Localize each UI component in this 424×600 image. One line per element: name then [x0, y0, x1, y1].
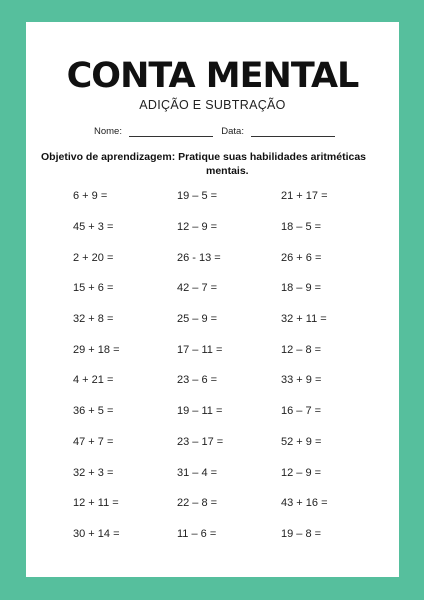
page-title: CONTA MENTAL [66, 56, 359, 96]
objective-line-1: Objetivo de aprendizagem: Pratique suas habilidades aritméticas [41, 151, 367, 163]
math-problem: 43 + 16 = [281, 497, 328, 510]
date-label: Data: [221, 126, 244, 137]
math-problem: 19 – 11 = [177, 405, 223, 418]
worksheet-page [26, 22, 399, 577]
math-problem: 33 + 9 = [281, 374, 322, 387]
math-problem: 36 + 5 = [73, 405, 114, 418]
math-problem: 2 + 20 = [73, 251, 114, 264]
problem-row [73, 304, 393, 335]
problem-row [73, 427, 393, 458]
math-problem: 26 + 6 = [281, 251, 322, 264]
math-problem: 52 + 9 = [281, 435, 322, 448]
math-problem: 16 – 7 = [281, 405, 322, 418]
page-subtitle: ADIÇÃO E SUBTRAÇÃO [139, 98, 286, 112]
math-problem: 12 – 8 = [281, 343, 322, 356]
math-problem: 42 – 7 = [177, 282, 218, 295]
name-blank-line[interactable] [129, 127, 213, 137]
student-fields [94, 126, 341, 137]
math-problem: 26 - 13 = [177, 251, 221, 264]
math-problem: 12 – 9 = [177, 221, 218, 234]
math-problem: 25 – 9 = [177, 313, 218, 326]
math-problem: 29 + 18 = [73, 343, 120, 356]
math-problem: 12 – 9 = [281, 466, 322, 479]
math-problem: 45 + 3 = [73, 221, 114, 234]
problem-row [73, 488, 393, 519]
math-problem: 11 – 6 = [177, 527, 217, 540]
math-problem: 21 + 17 = [281, 190, 328, 203]
math-problem: 32 + 3 = [73, 466, 114, 479]
problem-row [73, 273, 393, 304]
math-problem: 23 – 6 = [177, 374, 218, 387]
math-problem: 6 + 9 = [73, 190, 108, 203]
problem-row [73, 242, 393, 273]
math-problem: 4 + 21 = [73, 374, 114, 387]
math-problem: 32 + 11 = [281, 313, 327, 326]
math-problem: 19 – 5 = [177, 190, 218, 203]
math-problem: 12 + 11 = [73, 497, 119, 510]
problem-row [73, 334, 393, 365]
problem-row [73, 181, 393, 212]
math-problem: 32 + 8 = [73, 313, 114, 326]
name-label: Nome: [94, 126, 122, 137]
math-problem: 30 + 14 = [73, 527, 120, 540]
math-problem: 18 – 9 = [281, 282, 322, 295]
problem-row [73, 457, 393, 488]
math-problem: 18 – 5 = [281, 221, 322, 234]
math-problem: 19 – 8 = [281, 527, 322, 540]
math-problem: 22 – 8 = [177, 497, 218, 510]
math-problem: 23 – 17 = [177, 435, 224, 448]
problem-row [73, 519, 393, 550]
learning-objective [41, 150, 391, 178]
date-blank-line[interactable] [251, 127, 335, 137]
math-problem: 31 – 4 = [177, 466, 218, 479]
math-problem: 17 – 11 = [177, 343, 223, 356]
math-problem: 47 + 7 = [73, 435, 114, 448]
objective-line-2: mentais. [206, 165, 249, 177]
problem-row [73, 396, 393, 427]
problem-row [73, 212, 393, 243]
problem-row [73, 365, 393, 396]
math-problem: 15 + 6 = [73, 282, 114, 295]
problem-grid [73, 181, 393, 549]
